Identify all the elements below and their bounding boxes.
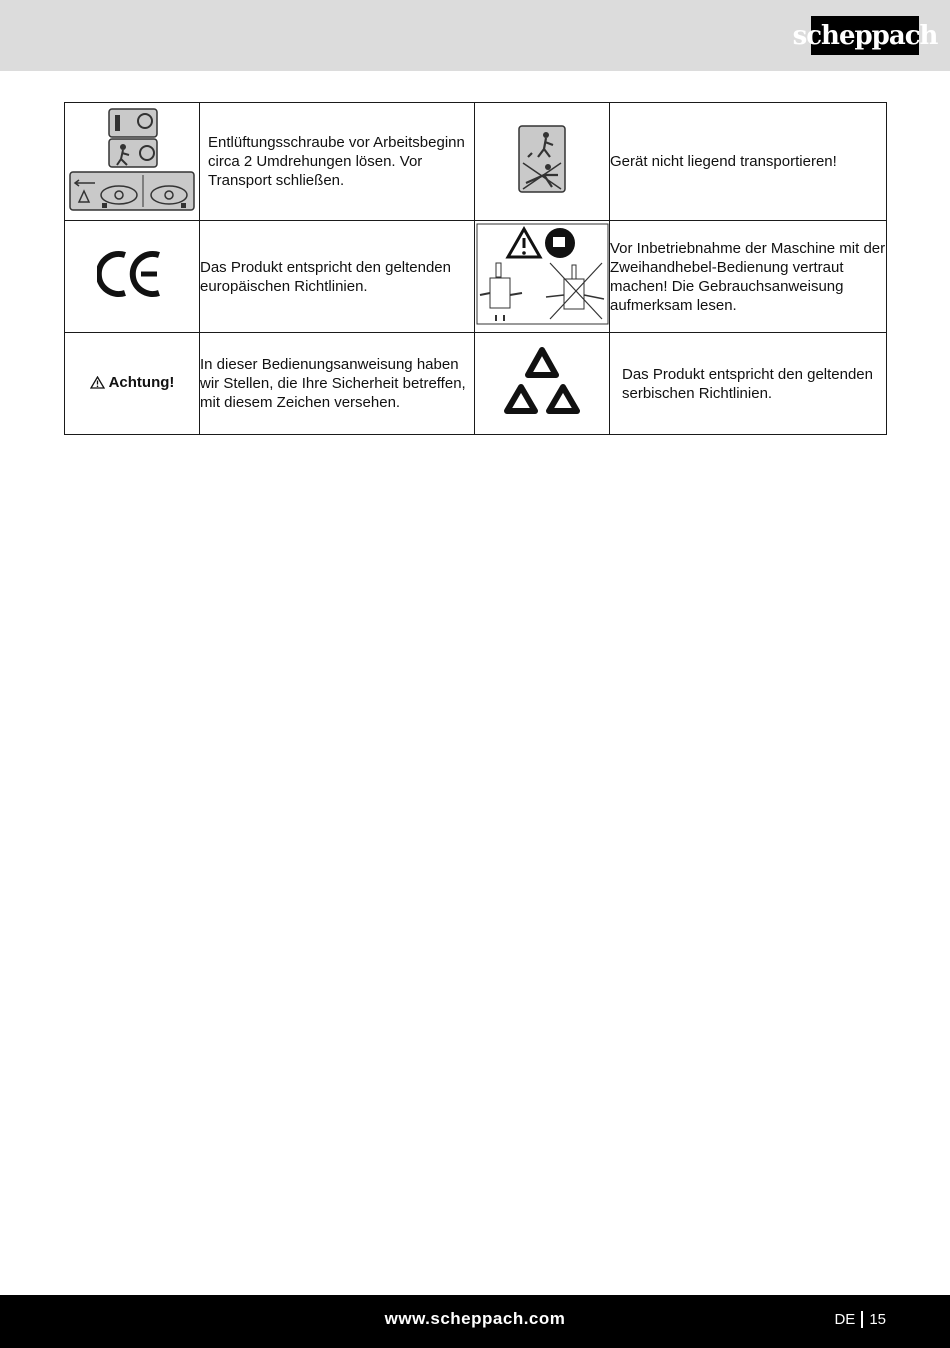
website-link[interactable]: www.scheppach.com [384, 1309, 566, 1328]
symbols-table [64, 102, 887, 435]
serbian-conformity-description: Das Produkt entspricht den geltenden serbischen Richtlinien. [610, 333, 887, 435]
page-reference [834, 1311, 886, 1328]
achtung-description: In dieser Bedienungsanweisung haben wir Stellen, die Ihre Sicherheit betreffen, mit diesem Zeichen versehen. [200, 333, 475, 435]
no-lying-transport-icon [475, 103, 610, 221]
table-row [65, 103, 887, 221]
vent-screw-pictogram-icon [65, 103, 200, 221]
serbian-conformity-mark-icon [475, 333, 610, 435]
ce-mark-icon [65, 221, 200, 333]
achtung-label: Achtung! [108, 374, 175, 391]
achtung-label-cell [65, 333, 200, 435]
logo-text: scheppach [792, 20, 938, 51]
footer-bar [0, 1295, 950, 1348]
table-row [65, 221, 887, 333]
page-number: 15 [869, 1311, 886, 1328]
ce-mark-description: Das Produkt entspricht den geltenden europäischen Richtlinien. [200, 221, 475, 333]
two-hand-operation-description: Vor Inbetriebnahme der Maschine mit der Zweihandhebel-Bedienung vertraut machen! Die Gebrauchsanweisung aufmerksam lesen. [610, 221, 887, 333]
warning-triangle-icon [90, 376, 105, 389]
brand-logo [792, 16, 938, 55]
no-lying-transport-description: Gerät nicht liegend transportieren! [610, 103, 887, 221]
vent-screw-description: Entlüftungsschraube vor Arbeitsbeginn circa 2 Umdrehungen lösen. Vor Transport schließen. [200, 103, 475, 221]
language-code: DE [834, 1311, 856, 1328]
divider [861, 1311, 863, 1328]
table-row [65, 333, 887, 435]
two-hand-operation-warning-icon [475, 221, 610, 333]
